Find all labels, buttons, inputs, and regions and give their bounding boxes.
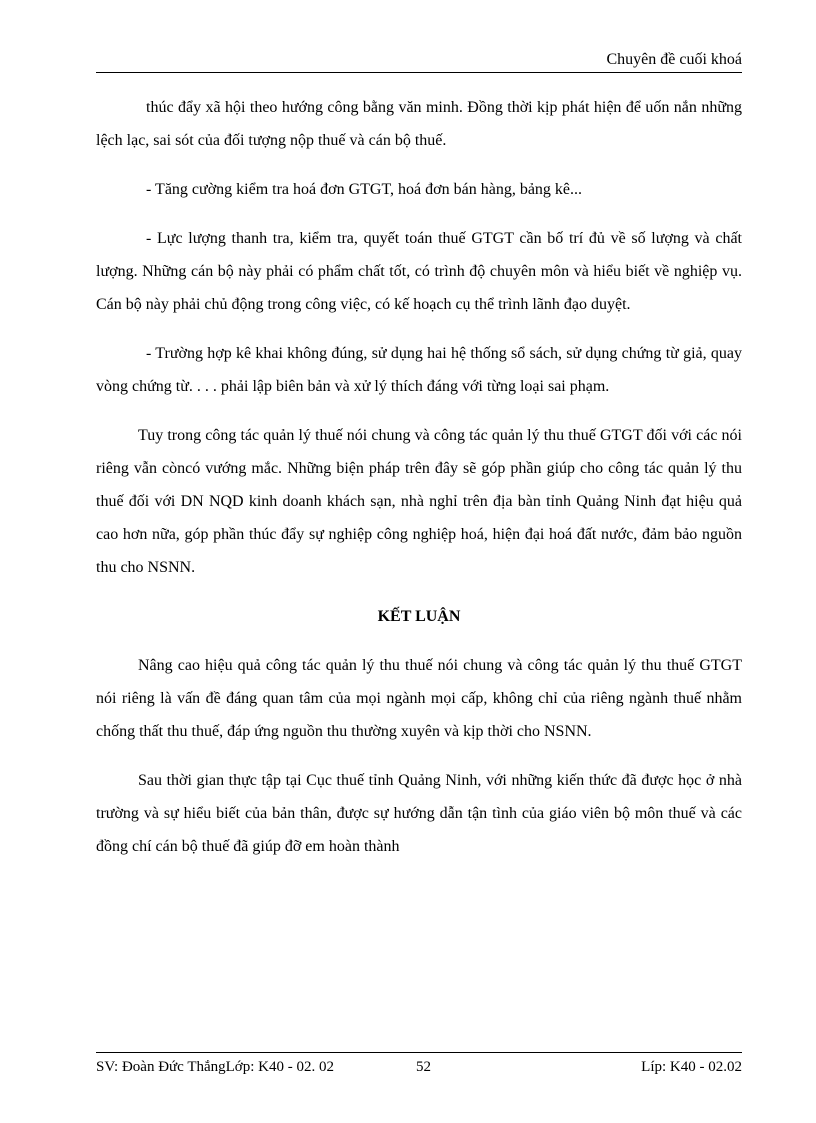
header-rule: [96, 72, 742, 73]
bullet-violation-handling: - Trường hợp kê khai không đúng, sử dụng hai hệ thống sổ sách, sử dụng chứng từ giả, quay vòng chứng từ. . . . phải lập biên bản và xử lý thích đáng với từng loại sai phạm.: [96, 345, 742, 395]
bullet-inspection-staff: - Lực lượng thanh tra, kiểm tra, quyết toán thuế GTGT cần bố trí đủ về số lượng và chất lượng. Những cán bộ này phải có phẩm chất tốt, có trình độ chuyên môn và hiểu biết về nghiệp vụ. Cán bộ này phải chủ động trong công việc, có kế hoạch cụ thể trình lãnh đạo duyệt.: [96, 230, 742, 313]
footer-student: SV: Đoàn Đức ThắngLớp: K40 - 02. 02: [96, 1059, 334, 1075]
paragraph-conclusion-1: Nâng cao hiệu quả công tác quản lý thu thuế nói chung và công tác quản lý thu thuế GTGT nói riêng là vấn đề đáng quan tâm của mọi ngành mọi cấp, không chỉ của riêng ngành thuế nhằm chống thất thu thuế, đáp ứng nguồn thu thường xuyên và kịp thời cho NSNN.: [96, 657, 742, 740]
paragraph-continuation: thúc đẩy xã hội theo hướng công bằng văn minh. Đồng thời kịp phát hiện để uốn nắn những lệch lạc, sai sót của đối tượng nộp thuế và cán bộ thuế.: [96, 99, 742, 149]
section-heading-conclusion: KẾT LUẬN: [377, 608, 461, 625]
footer-class: Líp: K40 - 02.02: [641, 1059, 742, 1075]
bullet-invoice-inspection: - Tăng cường kiểm tra hoá đơn GTGT, hoá đơn bán hàng, bảng kê...: [146, 181, 583, 198]
running-header: Chuyên đề cuối khoá: [606, 51, 742, 68]
document-body: [96, 91, 742, 863]
paragraph-summary: Tuy trong công tác quản lý thuế nói chung và công tác quản lý thu thuế GTGT đối với các nói riêng vẫn còncó vướng mắc. Những biện pháp trên đây sẽ góp phần giúp cho công tác quản lý thu thuế đối với DN NQD kinh doanh khách sạn, nhà nghỉ trên địa bàn tỉnh Quảng Ninh đạt hiệu quả cao hơn nữa, góp phần thúc đẩy sự nghiệp công nghiệp hoá, hiện đại hoá đất nước, đảm bảo nguồn thu cho NSNN.: [96, 427, 742, 576]
paragraph-conclusion-2: Sau thời gian thực tập tại Cục thuế tỉnh Quảng Ninh, với những kiến thức đã được học ở nhà trường và sự hiểu biết của bản thân, được sự hướng dẫn tận tình của giáo viên bộ môn thuế và các đồng chí cán bộ thuế đã giúp đỡ em hoàn thành: [96, 772, 742, 855]
footer-rule: [96, 1052, 742, 1053]
running-footer: [96, 1056, 742, 1078]
page-number: 52: [416, 1059, 431, 1075]
